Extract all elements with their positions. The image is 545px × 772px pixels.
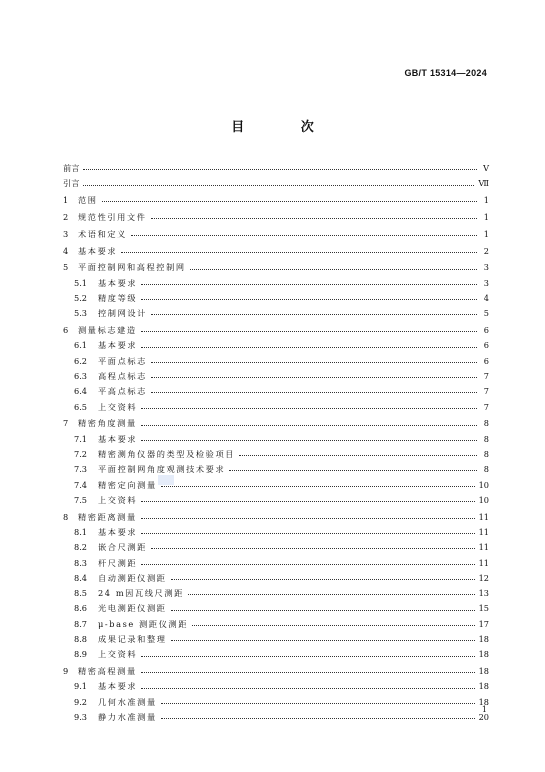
toc-entry[interactable] [63,350,489,365]
toc-entry-page: 18 [478,666,489,677]
toc-entry-number: 6.2 [74,355,88,366]
toc-entry-number: 5 [63,262,69,273]
toc-dot-leader [171,610,475,611]
toc-dot-leader [190,269,477,270]
toc-entry-page: 4 [483,292,489,303]
toc-dot-leader [141,347,477,348]
toc-dot-leader [161,718,475,719]
toc-entry[interactable] [63,643,489,658]
toc-dot-leader [131,235,477,236]
toc-entry-page: 3 [483,277,489,288]
toc-entry-title: 平高点标志 [98,386,147,397]
toc-entry[interactable] [63,473,489,488]
toc-entry-number: 9 [63,666,69,677]
toc-entry-title: μ-base 测距仪测距 [98,618,188,629]
toc-dot-leader [141,518,475,519]
toc-dot-leader [151,218,477,219]
toc-entry-title: 成果记录和整理 [98,634,167,644]
toc-entry-page: 8 [483,433,489,444]
toc-entry-number: 2 [63,211,69,222]
toc-entry-number: 1 [63,195,69,206]
toc-entry[interactable] [63,287,489,302]
toc-entry-title: 上交资料 [98,649,138,660]
toc-entry[interactable] [63,172,489,187]
toc-entry[interactable] [63,567,489,582]
toc-entry-page: 7 [483,401,489,412]
toc-dot-leader [151,362,477,363]
toc-entry[interactable] [63,506,489,521]
toc-entry-title: 前言 [63,163,80,174]
toc-entry[interactable] [63,239,489,254]
toc-entry-title: 精密角度测量 [78,418,137,429]
toc-entry[interactable] [63,489,489,504]
toc-entry-number: 8.8 [74,634,88,644]
toc-entry-page: 7 [483,386,489,397]
toc-dot-leader [141,284,477,285]
toc-entry[interactable] [63,458,489,473]
toc-entry-number: 8 [63,511,69,522]
toc-entry-title: 平面控制网和高程控制网 [78,262,186,273]
toc-entry[interactable] [63,521,489,536]
toc-entry-page: 11 [478,526,489,537]
toc-entry-page: 8 [483,464,489,475]
toc-entry[interactable] [63,395,489,410]
toc-entry-number: 5.1 [74,277,88,288]
toc-entry-page: 10 [478,494,489,505]
toc-entry-number: 8.5 [74,588,88,599]
toc-entry-number: 6.5 [74,401,88,412]
toc-dot-leader [83,169,477,170]
toc-entry-page: 11 [478,542,489,553]
toc-entry-number: 6.1 [74,340,88,351]
toc-entry[interactable] [63,189,489,204]
toc-entry-number: 7 [63,418,69,429]
toc-entry-page: 12 [478,572,489,583]
toc-dot-leader [141,299,477,300]
table-of-contents [63,157,489,721]
toc-entry-title: 自动测距仪测距 [98,572,167,583]
toc-entry-number: 7.5 [74,494,88,505]
toc-entry-number: 9.2 [74,696,88,707]
toc-entry-number: 6.4 [74,386,88,397]
toc-entry-number: 5.2 [74,292,88,303]
toc-dot-leader [141,408,477,409]
toc-entry-number: 9.3 [74,711,88,722]
toc-entry-page: 20 [478,711,489,722]
toc-entry[interactable] [63,365,489,380]
toc-entry[interactable] [63,582,489,597]
toc-entry-page: 3 [483,262,489,273]
toc-entry-page: 2 [483,245,489,256]
toc-entry-number: 5.3 [74,308,88,319]
toc-dot-leader [141,440,477,441]
toc-entry-number: 7.2 [74,448,88,459]
toc-entry[interactable] [63,428,489,443]
toc-entry-title: 精密定向测量 [98,479,157,490]
toc-entry-title: 引言 [63,178,80,189]
toc-entry[interactable] [63,706,489,721]
toc-entry-title: 控制网设计 [98,308,147,319]
toc-entry-title: 基本要求 [98,681,138,692]
page-number: 1 [481,705,487,714]
toc-entry-page: 1 [483,211,489,222]
toc-entry-number: 6.3 [74,370,88,381]
toc-entry[interactable] [63,660,489,675]
toc-entry-title: 静力水准测量 [98,711,157,722]
toc-entry-page: 18 [478,681,489,692]
toc-entry-number: 3 [63,228,69,239]
toc-entry-title: 范围 [78,195,98,206]
toc-entry-title: 基本要求 [98,277,138,288]
toc-entry-number: 6 [63,325,69,336]
text-selection-highlight [158,475,174,485]
toc-entry-number: 7.1 [74,433,88,444]
toc-entry-page: 18 [478,634,489,644]
toc-entry-number: 7.3 [74,464,88,475]
toc-dot-leader [121,252,477,253]
toc-entry-title: 平面点标志 [98,355,147,366]
toc-dot-leader [141,533,474,534]
toc-dot-leader [161,703,475,704]
toc-entry[interactable] [63,272,489,287]
toc-entry-title: 基本要求 [98,433,138,444]
toc-entry[interactable] [63,206,489,221]
toc-entry-page: 7 [483,370,489,381]
toc-entry-number: 7.4 [74,479,88,490]
toc-entry-title: 嵌合尺测距 [98,542,147,553]
toc-entry-page: Ⅴ [483,163,489,174]
toc-entry[interactable] [63,302,489,317]
toc-entry[interactable] [63,380,489,395]
toc-entry-title: 精密高程测量 [78,666,137,677]
toc-entry-title: 精密距离测量 [78,511,137,522]
toc-entry-number: 8.4 [74,572,88,583]
toc-dot-leader [141,564,474,565]
toc-entry-page: 6 [483,355,489,366]
toc-entry-page: 5 [483,308,489,319]
toc-entry[interactable] [63,256,489,271]
toc-entry-page: 13 [478,588,489,599]
toc-entry-number: 4 [63,245,69,256]
toc-entry-title: 基本要求 [98,340,138,351]
toc-entry-title: 规范性引用文件 [78,211,147,222]
toc-entry[interactable] [63,334,489,349]
toc-entry-page: 10 [478,479,489,490]
toc-entry[interactable] [63,628,489,643]
toc-entry[interactable] [63,157,489,172]
toc-dot-leader [239,455,477,456]
toc-entry[interactable] [63,675,489,690]
toc-entry[interactable] [63,691,489,706]
toc-entry-title: 上交资料 [98,494,138,505]
toc-entry-number: 8.9 [74,649,88,660]
toc-dot-leader [141,672,475,673]
toc-dot-leader [141,656,474,657]
toc-entry-title: 平面控制网角度观测技术要求 [98,464,226,475]
toc-entry-title: 精度等级 [98,292,138,303]
toc-dot-leader [188,594,475,595]
toc-entry[interactable] [63,536,489,551]
toc-dot-leader [83,185,474,186]
toc-entry[interactable] [63,412,489,427]
toc-entry-number: 9.1 [74,681,88,692]
toc-entry-title: 24 m因瓦线尺测距 [98,588,184,599]
toc-entry-title: 上交资料 [98,401,138,412]
toc-entry[interactable] [63,319,489,334]
toc-entry[interactable] [63,223,489,238]
toc-entry-page: 1 [483,195,489,206]
toc-entry-page: 15 [478,603,489,614]
toc-entry-page: 1 [483,228,489,239]
toc-entry-number: 8.2 [74,542,88,553]
toc-entry-page: 6 [483,340,489,351]
toc-entry-title: 光电测距仪测距 [98,603,167,614]
toc-dot-leader [229,470,477,471]
toc-entry-number: 8.3 [74,557,88,568]
toc-entry-number: 8.1 [74,526,88,537]
toc-dot-leader [161,486,475,487]
toc-entry-title: 测量标志建造 [78,325,137,336]
toc-dot-leader [102,201,477,202]
toc-entry-page: 8 [483,448,489,459]
toc-entry[interactable] [63,613,489,628]
toc-entry-page: 8 [483,418,489,429]
toc-entry-page: Ⅶ [478,178,489,189]
toc-entry-page: 6 [483,325,489,336]
toc-dot-leader [151,392,477,393]
toc-dot-leader [141,688,474,689]
toc-entry-page: 17 [478,618,489,629]
toc-entry-title: 杆尺测距 [98,557,138,568]
toc-dot-leader [192,625,475,626]
toc-dot-leader [151,314,477,315]
toc-dot-leader [171,640,475,641]
toc-entry-page: 18 [478,649,489,660]
toc-entry-title: 精密测角仪器的类型及检验项目 [98,448,236,459]
toc-entry[interactable] [63,443,489,458]
toc-dot-leader [151,548,475,549]
toc-entry[interactable] [63,551,489,566]
toc-entry-page: 11 [478,511,489,522]
toc-dot-leader [141,425,477,426]
toc-entry-title: 高程点标志 [98,370,147,381]
toc-entry-page: 11 [478,557,489,568]
toc-entry-title: 几何水准测量 [98,696,157,707]
toc-dot-leader [141,501,474,502]
toc-entry-title: 基本要求 [78,245,118,256]
toc-dot-leader [151,377,477,378]
toc-entry[interactable] [63,597,489,612]
standard-code: GB/T 15314—2024 [404,68,487,78]
toc-entry-title: 基本要求 [98,526,138,537]
toc-entry-number: 8.7 [74,618,88,629]
toc-entry-number: 8.6 [74,603,88,614]
toc-entry-page: 18 [478,696,489,707]
page-title: 目 次 [231,120,340,135]
toc-dot-leader [171,579,475,580]
toc-entry-title: 术语和定义 [78,228,127,239]
toc-dot-leader [141,331,477,332]
